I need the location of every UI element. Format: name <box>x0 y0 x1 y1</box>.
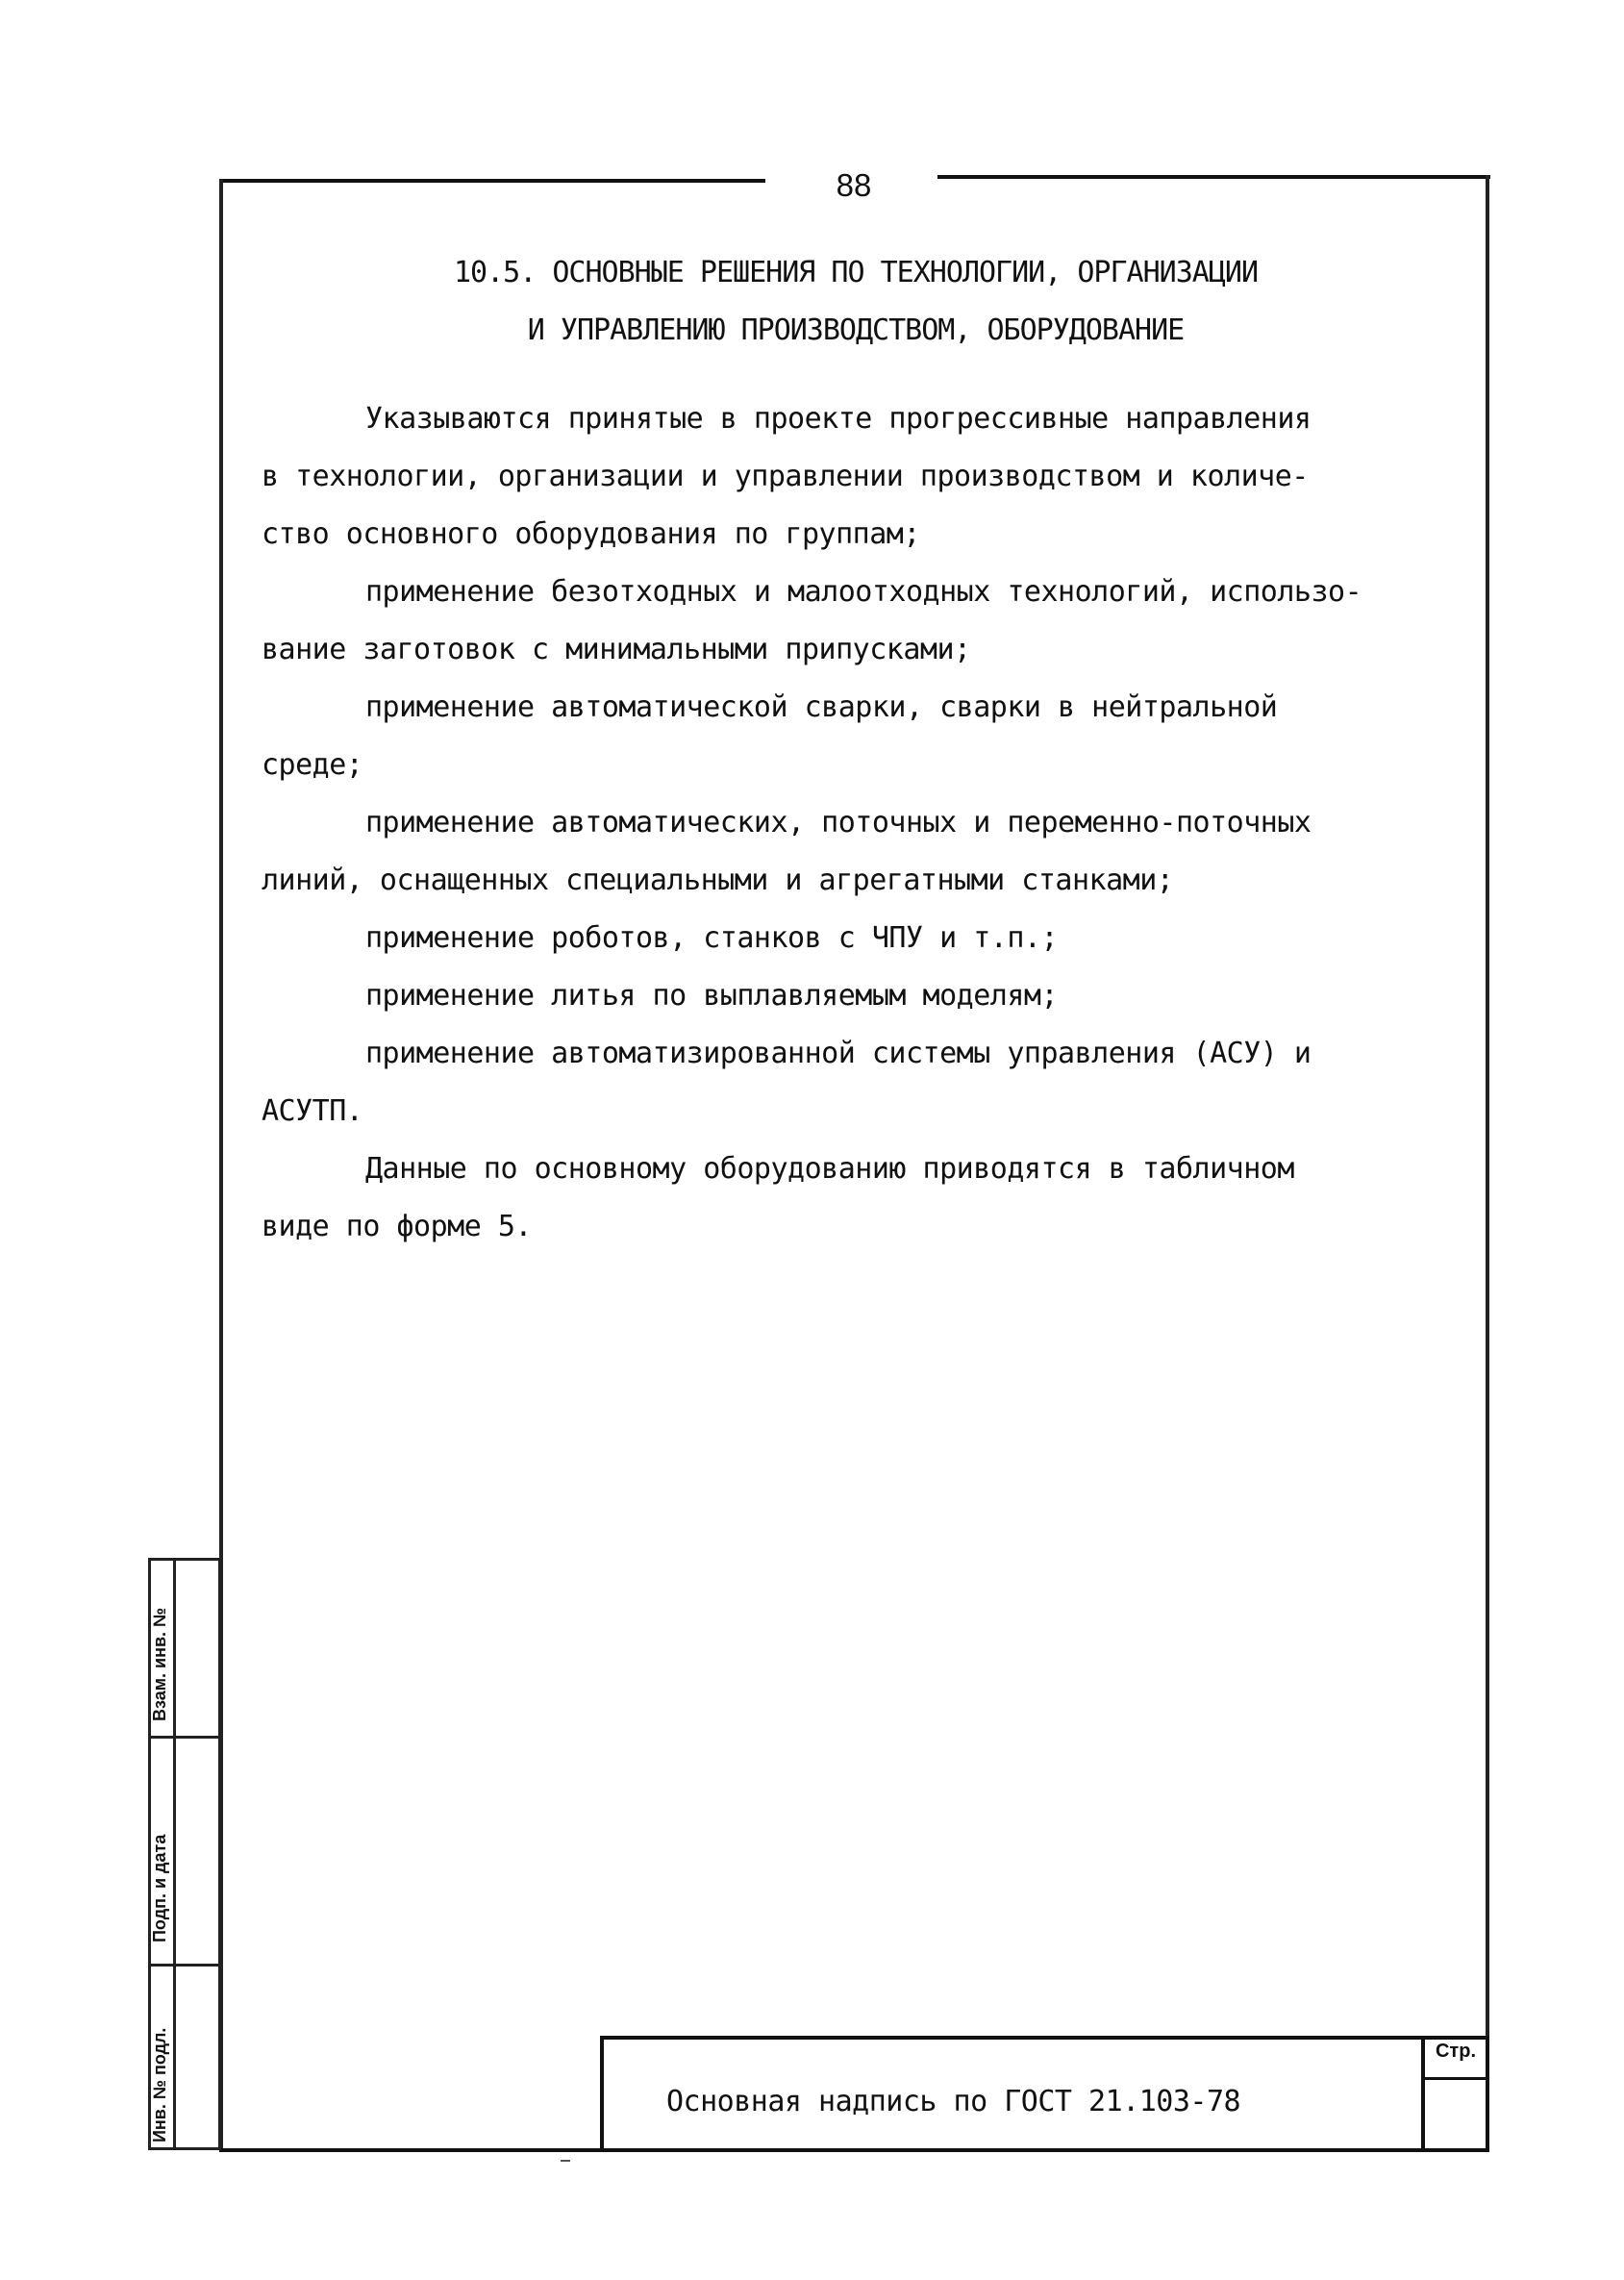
paragraph-line: применение автоматизированной системы управления (АСУ) и <box>365 1037 1312 1070</box>
section-heading-line-2: И УПРАВЛЕНИЮ ПРОИЗВОДСТВОМ, ОБОРУДОВАНИЕ <box>527 313 1185 347</box>
section-heading-line-1: 10.5. ОСНОВНЫЕ РЕШЕНИЯ ПО ТЕХНОЛОГИИ, ОРГАНИЗАЦИИ <box>453 256 1258 289</box>
scan-mark <box>561 2160 570 2162</box>
paragraph-line: применение автоматической сварки, сварки в нейтральной <box>365 690 1278 724</box>
page-number: 88 <box>836 167 872 203</box>
title-block-text: Основная надпись по ГОСТ 21.103-78 <box>666 2085 1241 2118</box>
paragraph-line: виде по форме 5. <box>262 1210 532 1243</box>
paragraph-line: в технологии, организации и управлении производством и количе- <box>262 460 1309 493</box>
side-stamp-divider <box>148 1736 221 1739</box>
paragraph-line: применение литья по выплавляемым моделям; <box>365 979 1059 1013</box>
paragraph-line: линий, оснащенных специальными и агрегатными станками; <box>262 864 1174 897</box>
paragraph-line: Указываются принятые в проекте прогрессивные направления <box>365 402 1312 436</box>
sheet-label: Стр. <box>1435 2041 1476 2062</box>
title-block-divider <box>1421 2036 1425 2152</box>
stamp-cell-signature-date: Подп. и дата <box>150 1834 169 1942</box>
side-stamp-divider <box>173 1558 176 2150</box>
paragraph-line: применение автоматических, поточных и переменно-поточных <box>365 806 1312 839</box>
side-stamp-divider <box>148 1964 221 1967</box>
paragraph-line: ство основного оборудования по группам; <box>262 517 920 551</box>
paragraph-line: вание заготовок с минимальными припусками; <box>262 633 971 666</box>
title-block-divider <box>1421 2077 1489 2080</box>
stamp-cell-original-inv: Инв. № подл. <box>150 2027 169 2142</box>
paragraph-line: Данные по основному оборудованию приводятся в табличном <box>365 1152 1294 1186</box>
paragraph-line: применение безотходных и малоотходных технологий, использо- <box>365 575 1362 609</box>
paragraph-line: среде; <box>262 748 363 782</box>
paragraph-line: применение роботов, станков с ЧПУ и т.п.; <box>365 921 1059 955</box>
paragraph-line: АСУТП. <box>262 1094 363 1128</box>
stamp-cell-replaced-inv: Взам. инв. № <box>150 1607 169 1721</box>
